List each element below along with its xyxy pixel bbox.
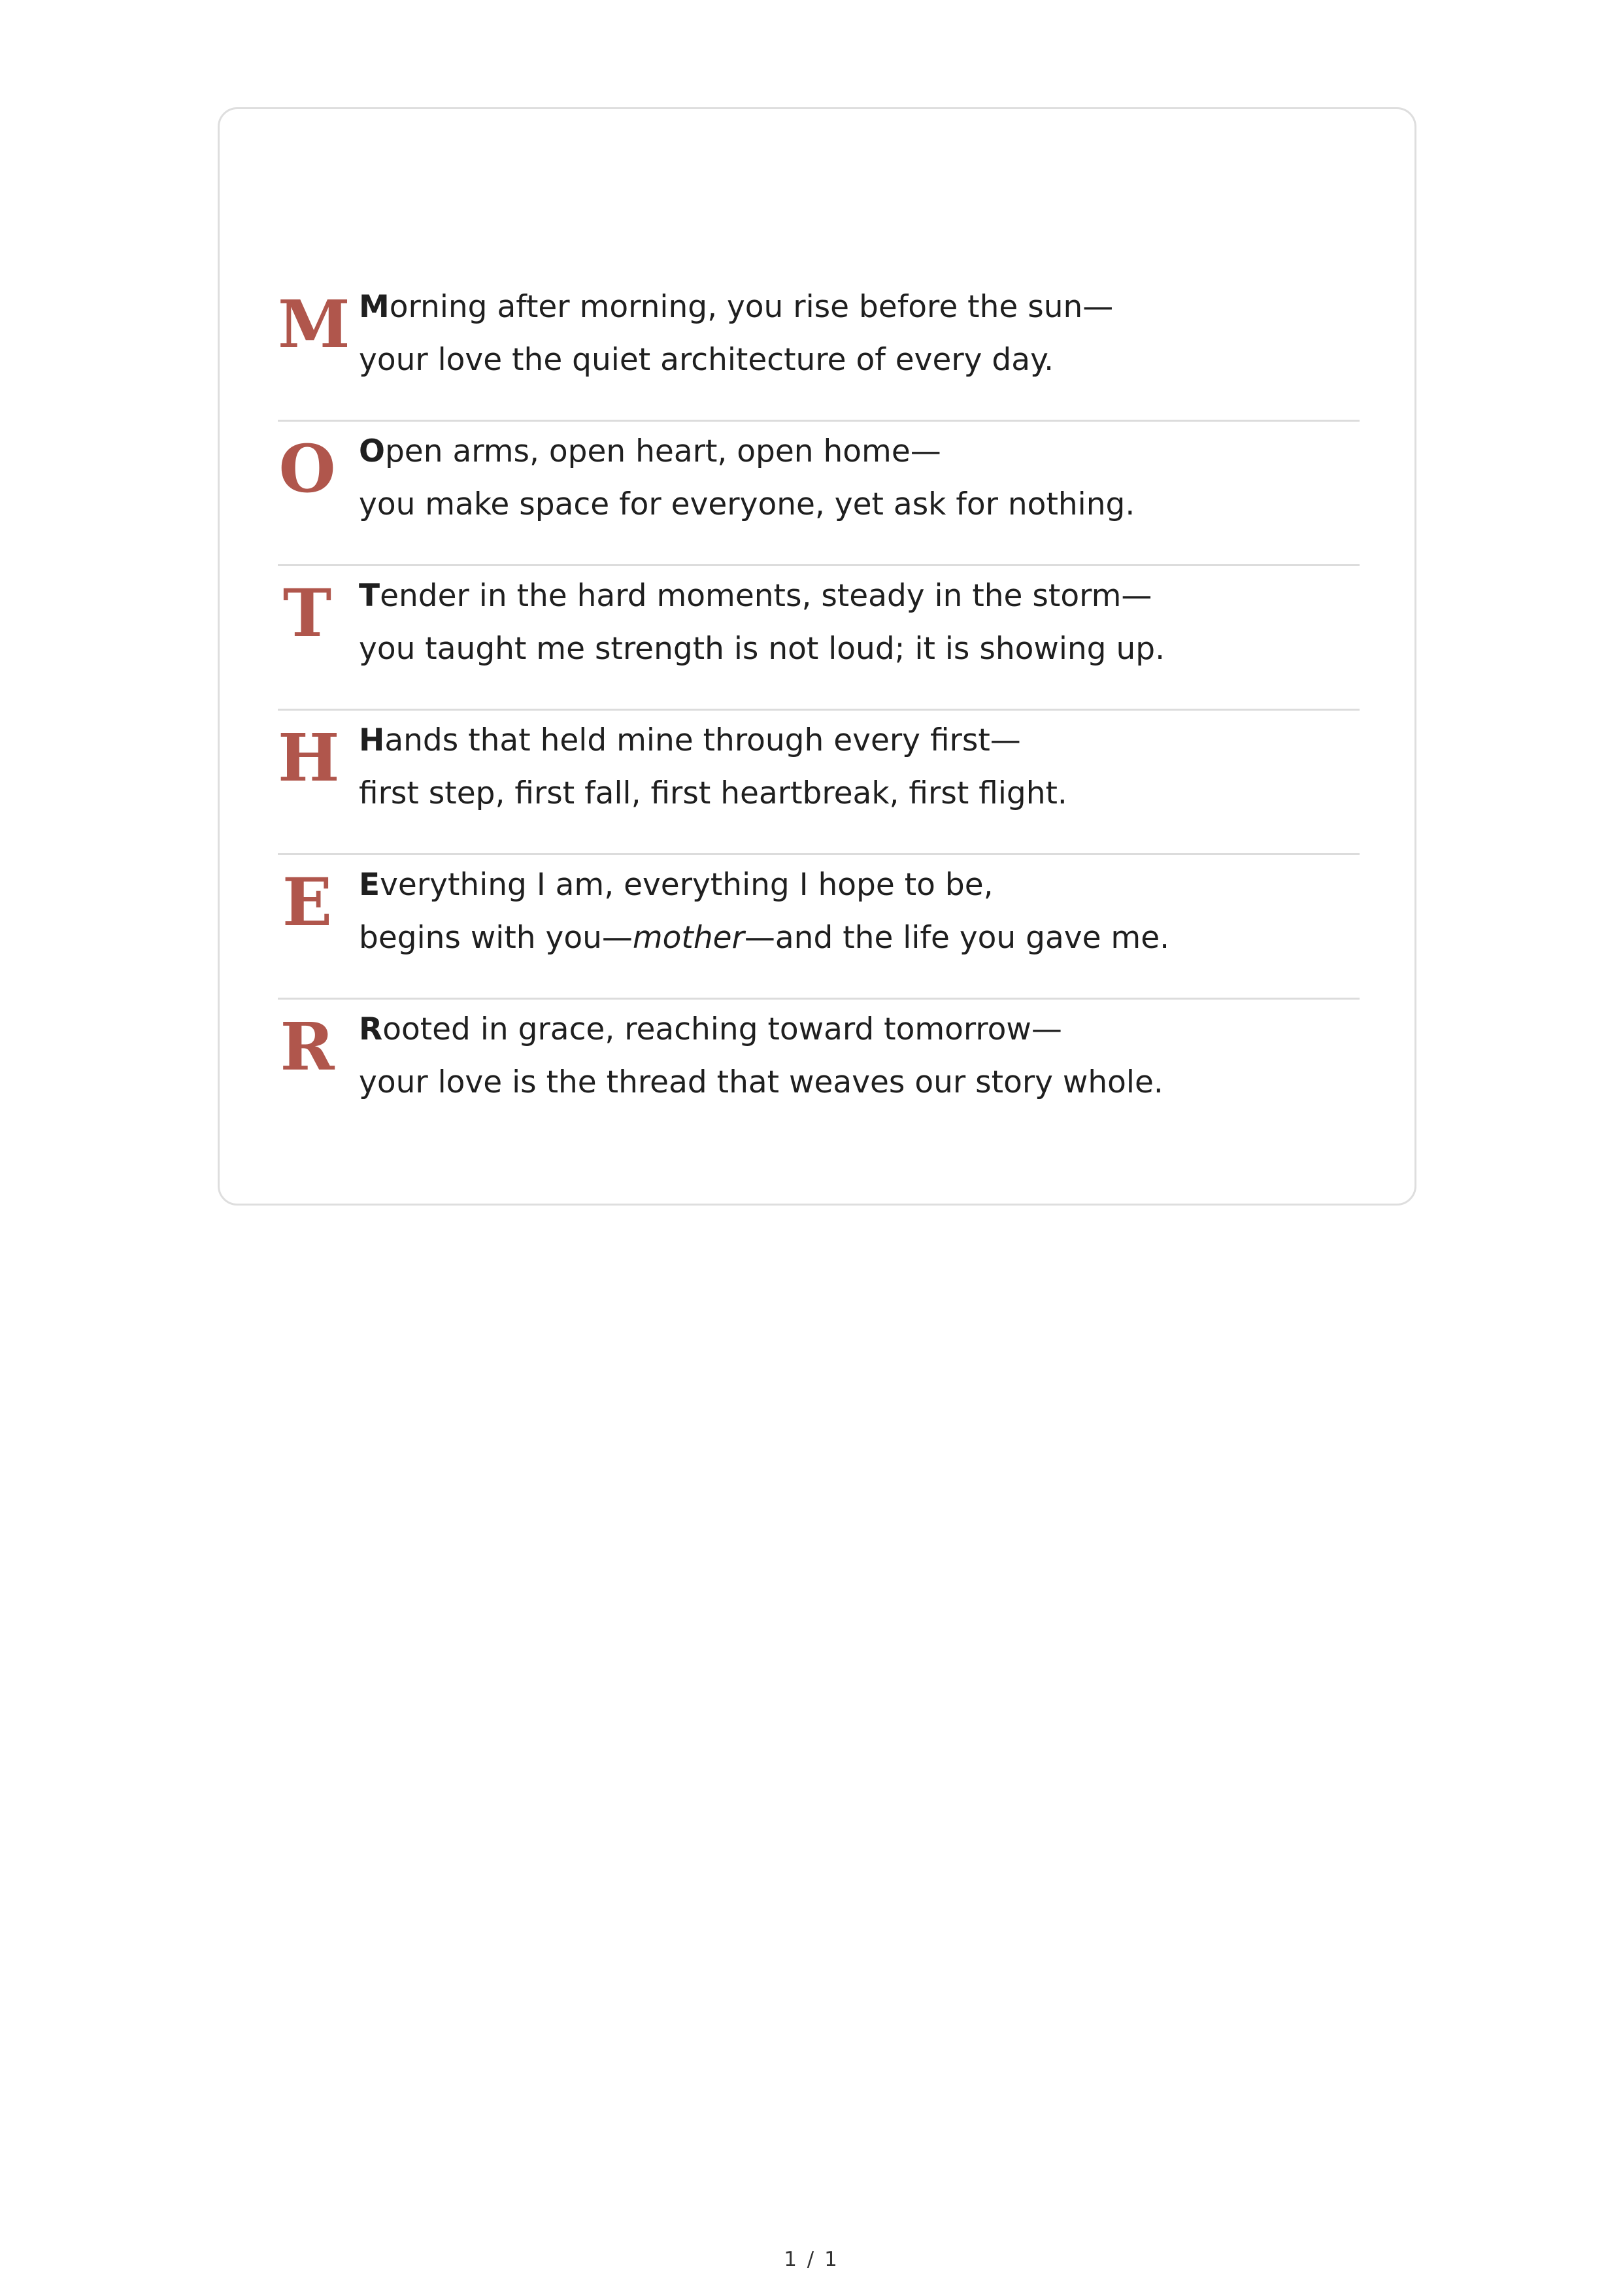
line-text: ands that held mine through every first— (384, 722, 1021, 758)
lead-letter: H (359, 722, 385, 758)
stanza-line-2 (359, 919, 1169, 958)
stanza-line-1 (359, 866, 994, 905)
drop-initial: E (282, 864, 333, 941)
line-text: ender in the hard moments, steady in the storm— (380, 578, 1152, 614)
stanza-line-1 (359, 721, 1021, 760)
line-text-after: —and the life you gave me. (744, 920, 1170, 956)
drop-initial: T (282, 575, 332, 652)
lead-letter: O (359, 433, 385, 469)
drop-initial: R (280, 1008, 335, 1085)
drop-initial: H (278, 719, 340, 796)
stanza-line-1 (359, 1010, 1062, 1049)
stanza-r (278, 1000, 1360, 1144)
stanza-o (278, 422, 1360, 566)
line-text: verything I am, everything I hope to be, (380, 867, 994, 903)
emphasized-word: mother (632, 920, 745, 956)
line-text: ooted in grace, reaching toward tomorrow— (382, 1011, 1062, 1047)
lead-letter: T (359, 578, 380, 614)
stanza-line-1 (359, 288, 1113, 327)
stanza-line-1 (359, 577, 1152, 616)
stanza-h (278, 711, 1360, 855)
stanza-line-2: first step, first fall, first heartbreak, first flight. (359, 775, 1067, 811)
lead-letter: R (359, 1011, 383, 1047)
line-text-before: begins with you— (359, 920, 633, 956)
drop-initial: M (278, 286, 350, 363)
stanza-line-2: you make space for everyone, yet ask for nothing. (359, 486, 1135, 522)
stanza-line-2: your love the quiet architecture of every day. (359, 342, 1054, 378)
stanza-m (278, 277, 1360, 422)
stanza-line-1 (359, 432, 941, 471)
drop-initial: O (278, 430, 336, 507)
page-number: 1 / 1 (784, 2248, 839, 2271)
stanza-e (278, 855, 1360, 1000)
line-text: orning after morning, you rise before the sun— (389, 289, 1114, 325)
stanza-line-2: your love is the thread that weaves our story whole. (359, 1064, 1163, 1100)
stanza-line-2: you taught me strength is not loud; it is showing up. (359, 631, 1165, 667)
stanza-t (278, 566, 1360, 711)
lead-letter: M (359, 289, 390, 325)
line-text: pen arms, open heart, open home— (384, 433, 941, 469)
lead-letter: E (359, 867, 380, 903)
